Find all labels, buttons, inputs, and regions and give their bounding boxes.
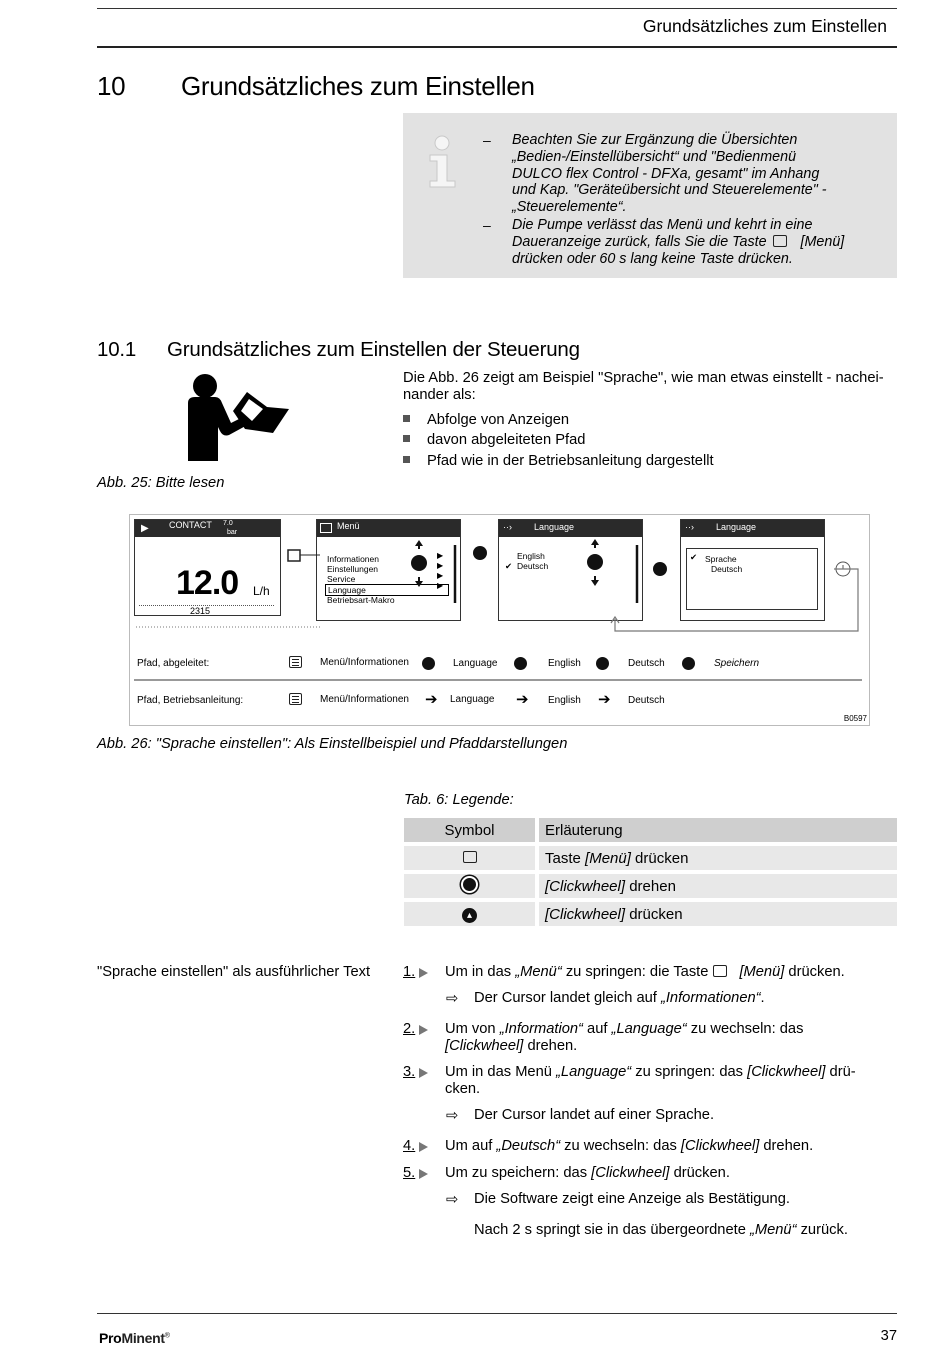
result-text: Der Cursor landet gleich auf „Informationen“. — [474, 990, 765, 1006]
lcd-title: Menü — [337, 521, 360, 531]
info-box — [403, 113, 897, 278]
path-step: English — [548, 695, 581, 706]
info-item-2 — [512, 217, 892, 267]
menu-key-label: [Menü] — [800, 233, 845, 250]
confirm-item: Deutsch — [711, 564, 743, 574]
menu-key-icon — [289, 693, 302, 705]
step-text: Um zu speichern: das [Clickwheel] drücken. — [445, 1165, 730, 1181]
lcd-title: Language — [534, 522, 575, 532]
text: Taste — [545, 849, 586, 867]
stroke-counter: 2315 — [190, 606, 211, 616]
intro-line: Die Abb. 26 zeigt am Beispiel "Sprache", wie man etwas einstellt - nachei- — [403, 370, 884, 386]
figure-26-caption: Abb. 26: "Sprache einstellen": Als Einstellbeispiel und Pfaddarstellungen — [97, 736, 568, 752]
figure-code: B0597 — [843, 714, 867, 723]
path-step: Speichern — [714, 658, 760, 669]
result-text: Der Cursor landet auf einer Sprache. — [474, 1107, 715, 1123]
step-number: 3. — [403, 1064, 416, 1080]
menu-key-icon — [288, 550, 300, 561]
info-dash-1: – — [483, 132, 491, 148]
bullet-square — [403, 435, 410, 442]
bullet-item — [403, 432, 585, 448]
explanation-cell — [539, 902, 897, 926]
step-text: Um auf „Deutsch“ zu wechseln: das [Clickwheel] drehen. — [445, 1138, 814, 1154]
clickwheel-press-icon — [514, 657, 527, 670]
menu-item: Einstellungen — [327, 564, 379, 574]
arrow-right-icon: ➔ — [425, 691, 438, 708]
lcd-language-bar: ··› Language — [499, 520, 642, 537]
path-step: Language — [450, 694, 495, 705]
result-text: Nach 2 s springt sie in das übergeordnete „Menü“ zurück. — [474, 1222, 848, 1238]
flow-unit: L/h — [253, 584, 270, 598]
info-text: Daueranzeige zurück, falls Sie die Taste — [512, 233, 767, 250]
chapter-number: 10 — [97, 71, 126, 101]
info-line: und Kap. "Geräteübersicht und Steuerelemente" - — [512, 182, 827, 199]
table-row — [404, 874, 897, 898]
table-row — [404, 846, 897, 870]
bullet-item — [403, 453, 714, 469]
menu-item: Betriebsart-Makro — [327, 595, 395, 605]
lcd-confirm-bar: ··› Language — [681, 520, 824, 537]
contact-label: CONTACT — [169, 520, 212, 530]
language-item: English — [517, 551, 545, 561]
result-arrow-icon: ⇨ — [446, 1192, 459, 1208]
clickwheel-turn-icon — [587, 554, 603, 570]
table-6-caption: Tab. 6: Legende: — [404, 792, 514, 808]
path-manual-label: Pfad, Betriebsanleitung: — [137, 695, 244, 706]
check-icon: ✔ — [690, 552, 698, 562]
explanation-cell — [539, 846, 897, 870]
path-step: Deutsch — [628, 695, 665, 706]
clickwheel-press-icon — [473, 546, 487, 560]
lcd-title: Language — [716, 522, 757, 532]
clickwheel-press-icon: ▴ — [462, 908, 477, 923]
menu-key-icon — [713, 965, 727, 977]
play-icon: ▶ — [141, 523, 149, 534]
symbol-cell — [404, 902, 539, 926]
step-text: Um in das Menü „Language“ zu springen: das [Clickwheel] drü- cken. — [445, 1064, 856, 1097]
column-header-explanation: Erläuterung — [539, 818, 897, 842]
path-step: Menü/Informationen — [320, 694, 409, 705]
path-step: Deutsch — [628, 658, 665, 669]
bullet-square — [403, 456, 410, 463]
bullet-square — [403, 415, 410, 422]
submenu-arrows: ▶ ▶ ▶ ▶ — [437, 551, 444, 590]
figure-25-caption: Abb. 25: Bitte lesen — [97, 475, 225, 491]
step-number: 4. — [403, 1138, 416, 1154]
info-line — [512, 234, 892, 251]
reading-person-icon — [185, 371, 291, 463]
key-name: [Clickwheel] — [545, 905, 626, 923]
clickwheel-press-icon — [682, 657, 695, 670]
table-header-row — [404, 818, 897, 842]
check-icon: ✔ — [505, 561, 513, 571]
info-line: „Bedien-/Einstellübersicht“ und "Bedienmenü — [512, 148, 797, 165]
info-icon — [427, 133, 461, 189]
language-item: Deutsch — [517, 561, 549, 571]
flow-value: 12.0 — [176, 564, 239, 602]
info-line: drücken oder 60 s lang keine Taste drücken. — [512, 250, 793, 267]
symbol-cell — [404, 874, 539, 898]
bullet-item — [403, 412, 569, 428]
menu-key-icon — [289, 656, 302, 668]
result-arrow-icon: ⇨ — [446, 1108, 459, 1124]
symbol-cell — [404, 846, 539, 870]
figure-flow-lines — [130, 515, 869, 725]
page-number: 37 — [880, 1328, 897, 1344]
result-arrow-icon: ⇨ — [446, 991, 459, 1007]
section-number: 10.1 — [97, 338, 137, 361]
arrow-right-icon: ➔ — [598, 691, 611, 708]
arrow-right-icon: ➔ — [516, 691, 529, 708]
section-title: Grundsätzliches zum Einstellen der Steuerung — [167, 338, 580, 361]
text: drücken — [630, 849, 689, 867]
legend-table — [404, 814, 897, 930]
chapter-title: Grundsätzliches zum Einstellen — [181, 71, 535, 101]
clickwheel-turn-icon — [461, 876, 478, 893]
menu-item: Informationen — [327, 554, 379, 564]
key-name: [Menü] — [585, 849, 631, 867]
step-number: 2. — [403, 1021, 416, 1037]
logo-minent: Minent — [121, 1330, 165, 1346]
bullet-text: davon abgeleiteten Pfad — [427, 432, 586, 448]
menu-item-selected: Language — [325, 584, 449, 596]
clickwheel-turn-icon — [596, 657, 609, 670]
info-line: Beachten Sie zur Ergänzung die Übersichten — [512, 132, 798, 148]
prominent-logo — [99, 1330, 170, 1346]
text: drehen — [625, 877, 676, 895]
info-item-1 — [512, 132, 872, 216]
info-dash-2: – — [483, 217, 491, 233]
bullet-text: Abfolge von Anzeigen — [427, 412, 570, 428]
footer-rule — [97, 1313, 897, 1314]
path-derived-label: Pfad, abgeleitet: — [137, 658, 210, 669]
text: drücken — [625, 905, 683, 923]
pressure-unit: bar — [227, 529, 238, 536]
bullet-text: Pfad wie in der Betriebsanleitung dargestellt — [427, 453, 714, 469]
side-heading: "Sprache einstellen" als ausführlicher Text — [97, 964, 371, 980]
pressure-value: 7.0 — [223, 520, 233, 527]
explanation-cell — [539, 874, 897, 898]
intro-line: nander als: — [403, 387, 476, 403]
running-header: Grundsätzliches zum Einstellen — [642, 16, 887, 36]
info-line: Die Pumpe verlässt das Menü und kehrt in eine — [512, 217, 813, 233]
step-text: Um von „Information“ auf „Language“ zu wechseln: das [Clickwheel] drehen. — [445, 1021, 804, 1054]
figure-26 — [129, 514, 870, 726]
confirm-item: Sprache — [705, 554, 737, 564]
step-number: 1. — [403, 964, 416, 980]
clickwheel-turn-icon — [411, 555, 427, 571]
result-text: Die Software zeigt eine Anzeige als Bestätigung. — [474, 1191, 790, 1207]
table-row — [404, 902, 897, 926]
intro-text — [403, 370, 897, 404]
info-line: DULCO flex Control - DFXa, gesamt" im Anhang — [512, 165, 820, 182]
path-step: Menü/Informationen — [320, 657, 409, 668]
key-name: [Clickwheel] — [545, 877, 626, 895]
path-step: English — [548, 658, 581, 669]
header-rule-top — [97, 8, 897, 9]
path-step: Language — [453, 658, 498, 669]
clickwheel-turn-icon — [422, 657, 435, 670]
menu-item: Service — [327, 574, 356, 584]
column-header-symbol: Symbol — [404, 818, 539, 842]
logo-registered: ® — [164, 1332, 170, 1340]
header-rule-bottom — [97, 46, 897, 48]
menu-key-icon — [463, 851, 477, 863]
step-number: 5. — [403, 1165, 416, 1181]
clickwheel-press-icon — [653, 562, 667, 576]
menu-key-icon — [773, 235, 787, 247]
info-line: „Steuerelemente“. — [512, 199, 627, 216]
logo-pro: Pro — [99, 1330, 122, 1346]
step-text: Um in das „Menü“ zu springen: die Taste [Menü] drücken. — [445, 964, 845, 980]
